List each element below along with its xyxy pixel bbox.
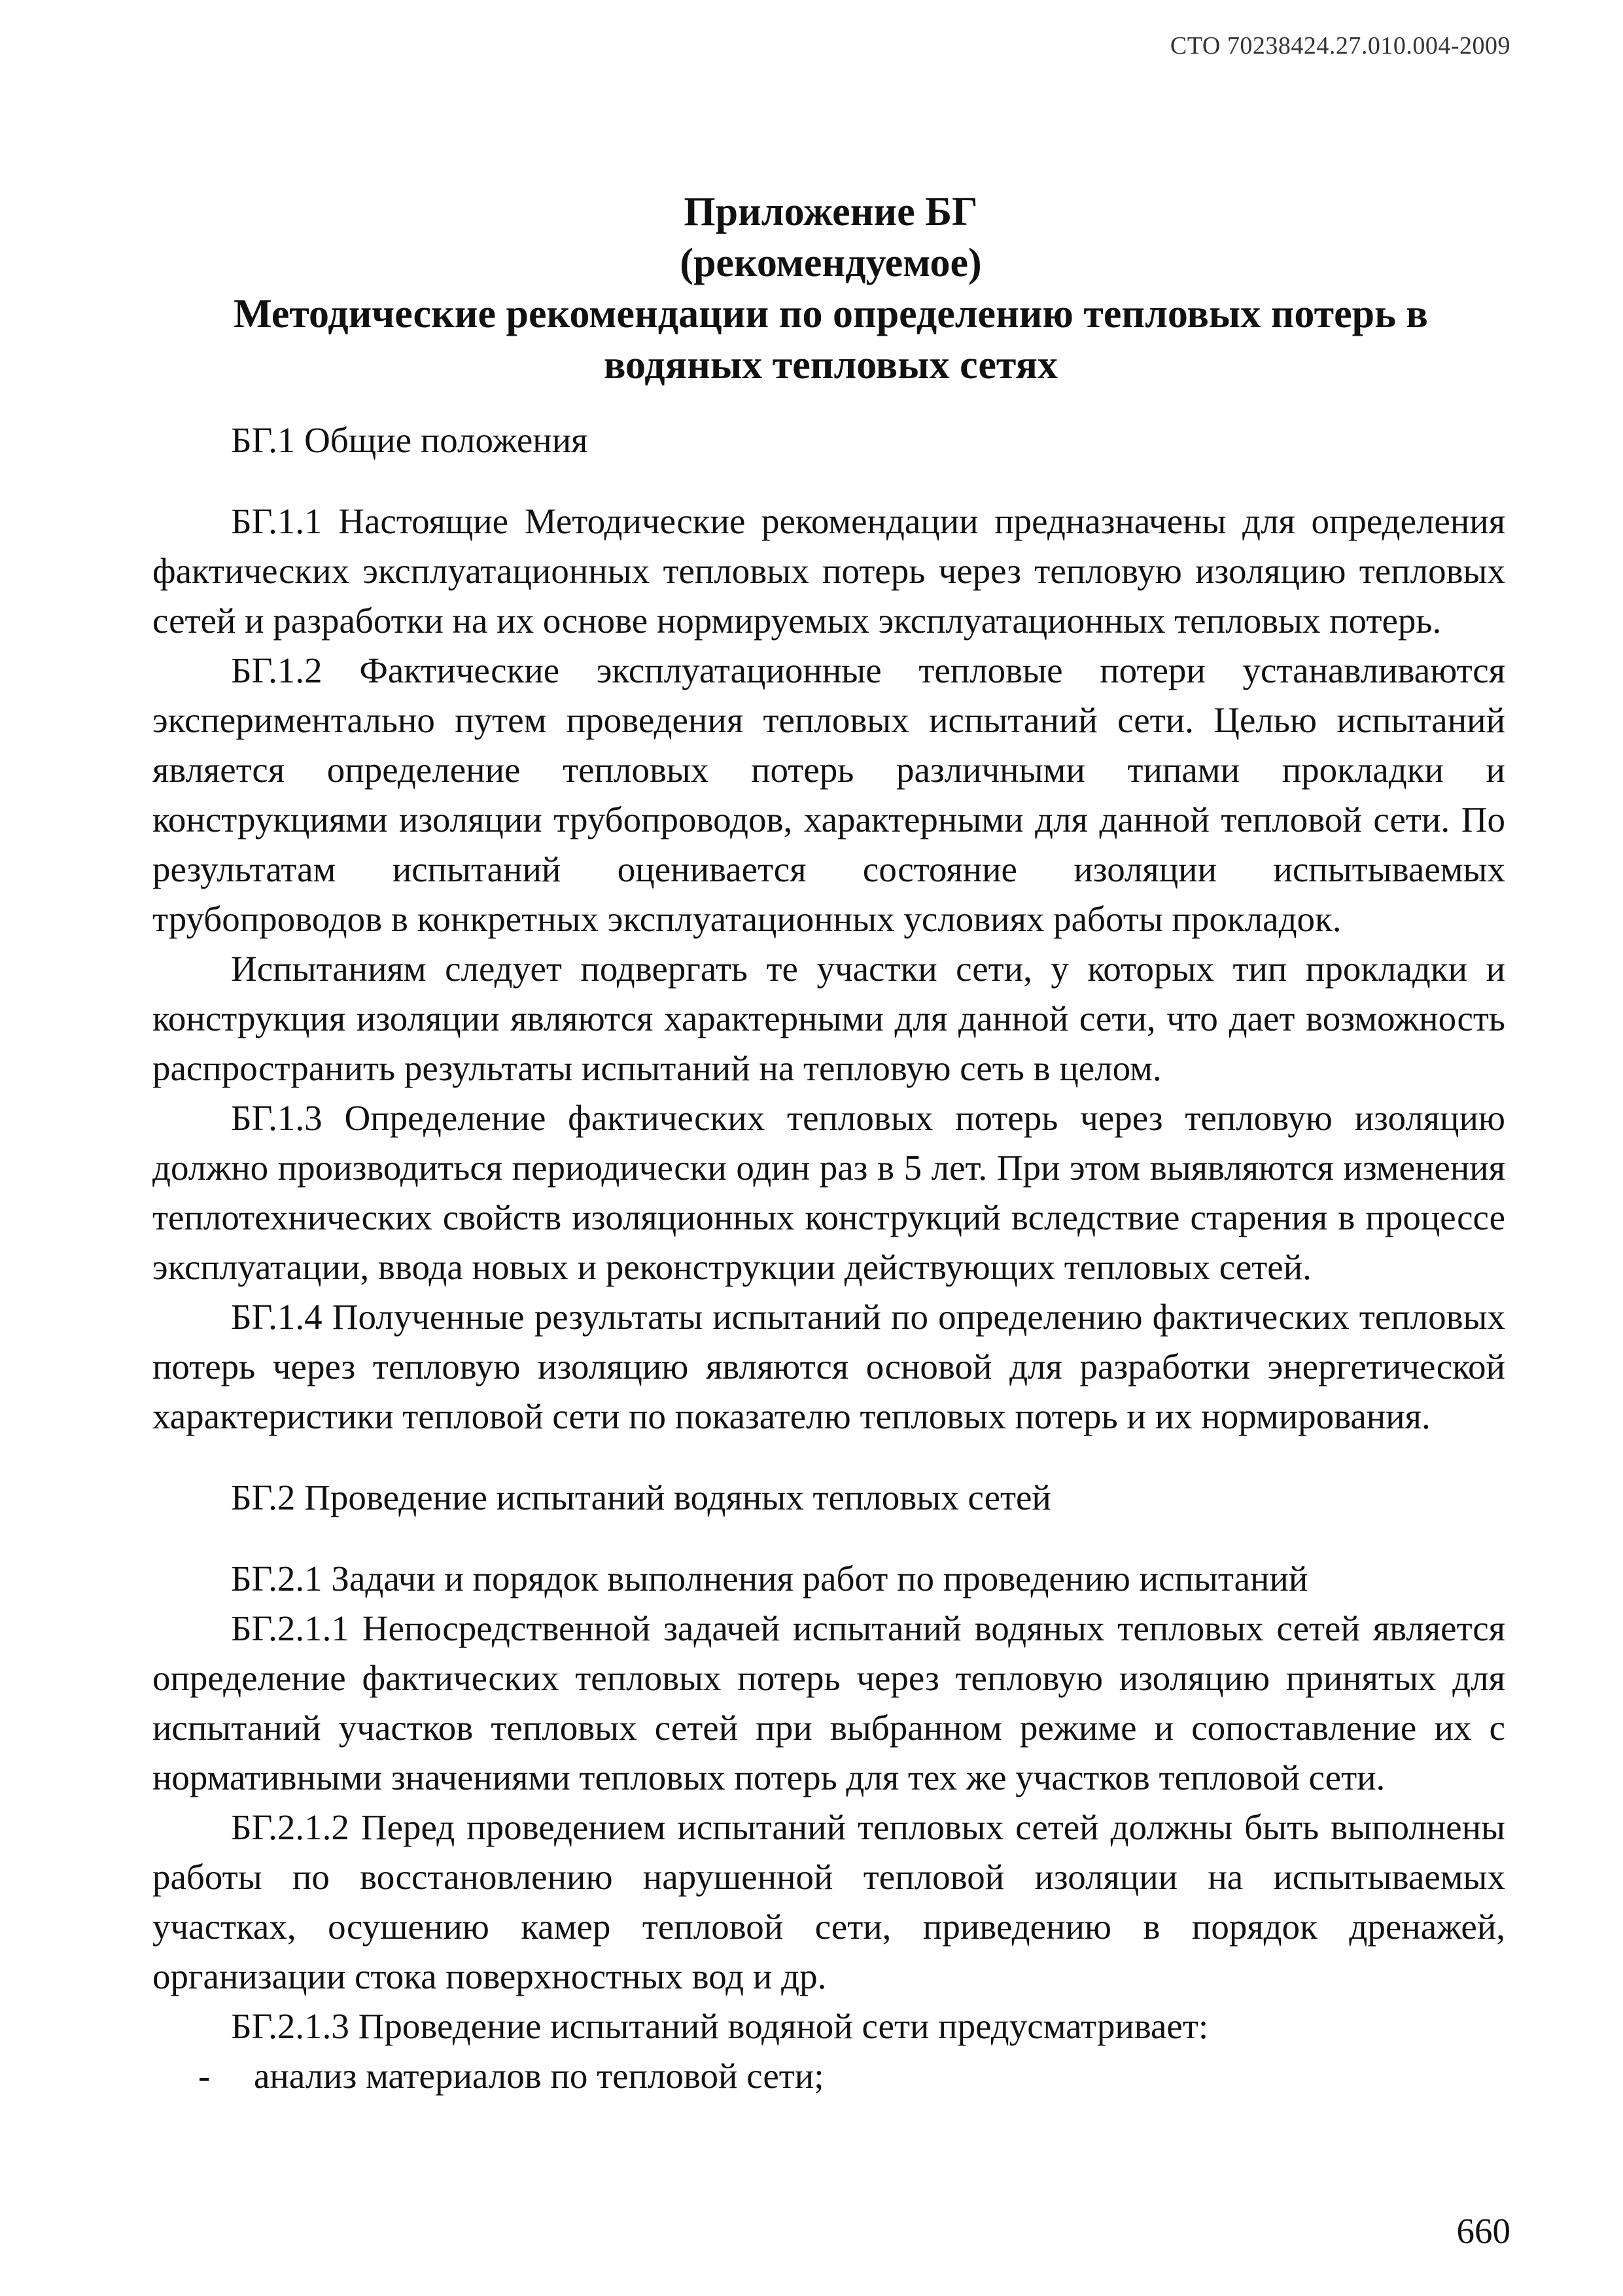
page-number: 660 xyxy=(1456,2211,1510,2251)
section-heading: БГ.2 Проведение испытаний водяных тепловых сетей xyxy=(231,1477,1051,1517)
document-code: СТО 70238424.27.010.004-2009 xyxy=(1170,32,1510,60)
paragraph: БГ.1.3 Определение фактических тепловых потерь через тепловую изоляцию должно производиться периодически один раз в 5 лет. При этом выявляются изменения теплотехнических свойств изоляционных конструкций вследствие старения в процессе эксплуатации, ввода новых и реконструкции действующих тепловых сетей. xyxy=(152,1098,1505,1287)
appendix-label: Приложение БГ xyxy=(684,190,978,234)
appendix-subject: Методические рекомендации по определению тепловых потерь в водяных тепловых сетях xyxy=(234,292,1428,387)
paragraph: БГ.1.4 Полученные результаты испытаний по определению фактических тепловых потерь через тепловую изоляцию являются основой для разработки энергетической характеристики тепловой сети по показателю тепловых потерь и их нормирования. xyxy=(152,1297,1505,1436)
paragraph: БГ.2.1.1 Непосредственной задачей испытаний водяных тепловых сетей является определение фактических тепловых потерь через тепловую изоляцию принятых для испытаний участков тепловых сетей при выбранном режиме и сопоставление их с нормативными значениями тепловых потерь для тех же участков тепловой сети. xyxy=(152,1608,1505,1797)
document-body xyxy=(152,415,1505,2101)
section-heading: БГ.1 Общие положения xyxy=(231,420,588,460)
paragraph: БГ.2.1.3 Проведение испытаний водяной сети предусматривает: xyxy=(231,2006,1209,2046)
paragraph: БГ.1.2 Фактические эксплуатационные тепловые потери устанавливаются экспериментально путем проведения тепловых испытаний сети. Целью испытаний является определение тепловых потерь различными типами прокладки и конструкциями изоляции трубопроводов, характерными для данной тепловой сети. По результатам испытаний оценивается состояние изоляции испытываемых трубопроводов в конкретных эксплуатационных условиях работы прокладок. xyxy=(152,650,1505,939)
list-item xyxy=(152,2051,1505,2101)
paragraph: БГ.2.1.2 Перед проведением испытаний тепловых сетей должны быть выполнены работы по восстановлению нарушенной тепловой изоляции на испытываемых участках, осушению камер тепловой сети, приведению в порядок дренажей, организации стока поверхностных вод и др. xyxy=(152,1807,1505,1996)
list-item-text: анализ материалов по тепловой сети; xyxy=(254,2056,824,2096)
appendix-title xyxy=(157,186,1505,391)
paragraph: Испытаниям следует подвергать те участки сети, у которых тип прокладки и конструкция изоляции являются характерными для данной сети, что дает возможность распространить результаты испытаний на тепловую сеть в целом. xyxy=(152,949,1505,1088)
appendix-status: (рекомендуемое) xyxy=(680,241,982,285)
paragraph: БГ.1.1 Настоящие Методические рекомендации предназначены для определения фактических эксплуатационных тепловых потерь через тепловую изоляцию тепловых сетей и разработки на их основе нормируемых эксплуатационных тепловых потерь. xyxy=(152,501,1505,641)
list-bullet: - xyxy=(198,2056,211,2096)
subsection-heading: БГ.2.1 Задачи и порядок выполнения работ по проведению испытаний xyxy=(231,1559,1308,1598)
